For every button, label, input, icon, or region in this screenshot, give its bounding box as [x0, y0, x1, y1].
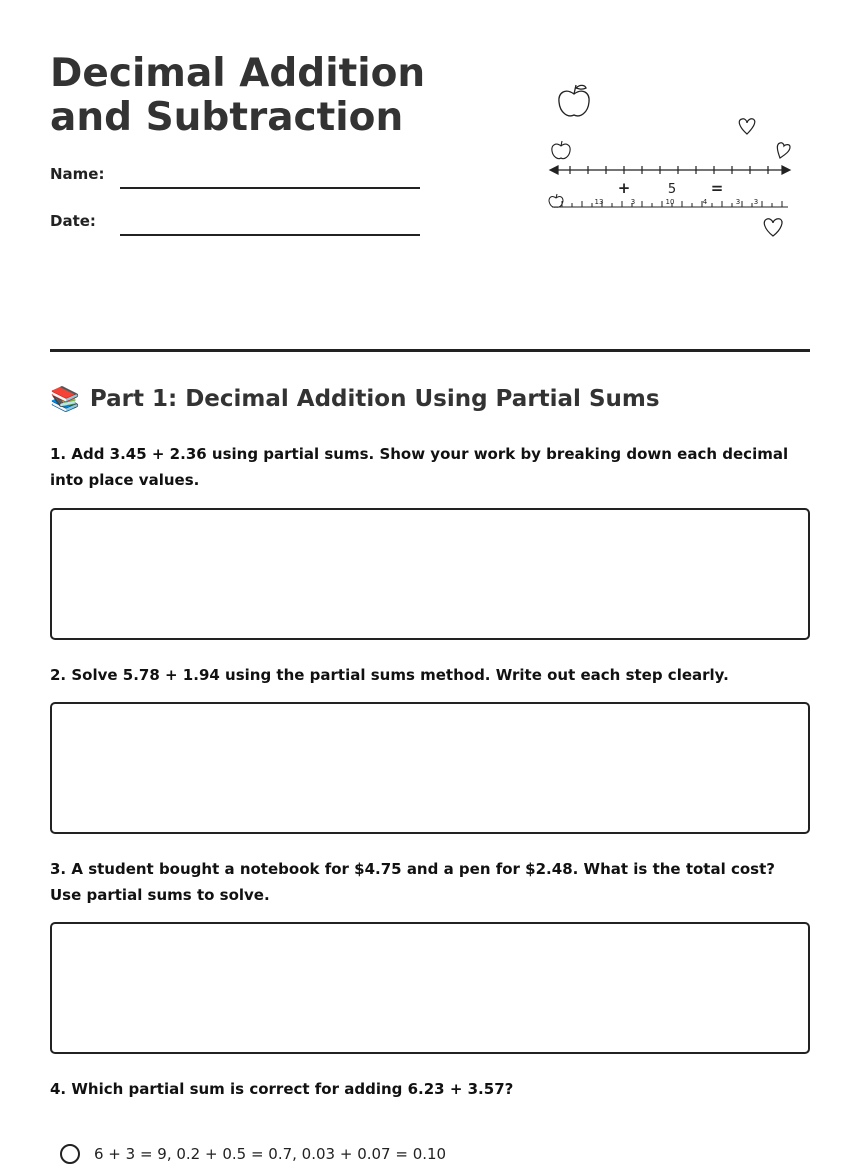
ruler-tick-label: 3: [630, 198, 636, 206]
radio-button[interactable]: [60, 1144, 80, 1164]
expression-equals: =: [710, 179, 724, 197]
ruler-tick-label: 3: [753, 198, 759, 206]
page-title: Decimal Addition and Subtraction: [50, 51, 426, 140]
answer-box-3[interactable]: [50, 922, 810, 1054]
question-4: 4. Which partial sum is correct for adding 6.23 + 3.57?: [50, 1080, 514, 1098]
heart-icon: [764, 219, 782, 236]
question-2: 2. Solve 5.78 + 1.94 using the partial sums method. Write out each step clearly.: [50, 666, 729, 684]
ruler-tick-label: 3: [735, 198, 741, 206]
apple-icon: [559, 85, 589, 116]
section-divider: [50, 349, 810, 352]
number-line-icon: [550, 166, 790, 174]
expression-number: 5: [667, 182, 677, 197]
question-3: 3. A student bought a notebook for $4.75 and a pen for $2.48. What is the total cost? Use partial sums to solve.: [50, 860, 775, 904]
ruler-tick-label: 10: [665, 198, 675, 206]
number-line-illustration: [540, 80, 800, 245]
expression-plus: +: [617, 179, 631, 197]
ruler-tick-label: 4: [702, 198, 708, 206]
answer-option-label: 6 + 3 = 9, 0.2 + 0.5 = 0.7, 0.03 + 0.07 = 0.10: [94, 1145, 447, 1163]
apple-icon: [552, 141, 570, 159]
answer-box-1[interactable]: [50, 508, 810, 640]
heart-icon: [777, 143, 790, 158]
date-label: Date:: [50, 212, 96, 230]
heart-icon: [739, 119, 755, 134]
part1-heading: [50, 386, 660, 412]
date-field[interactable]: [120, 234, 420, 236]
apple-icon: [549, 194, 563, 207]
name-field[interactable]: [120, 187, 420, 189]
answer-box-2[interactable]: [50, 702, 810, 834]
ruler-tick-label: 13: [594, 198, 604, 206]
books-icon: 📚: [50, 385, 80, 413]
name-label: Name:: [50, 165, 105, 183]
question-1: 1. Add 3.45 + 2.36 using partial sums. Show your work by breaking down each decimal into place values.: [50, 445, 789, 489]
answer-option[interactable]: [60, 1144, 446, 1164]
part1-heading-text: Part 1: Decimal Addition Using Partial Sums: [89, 386, 660, 412]
